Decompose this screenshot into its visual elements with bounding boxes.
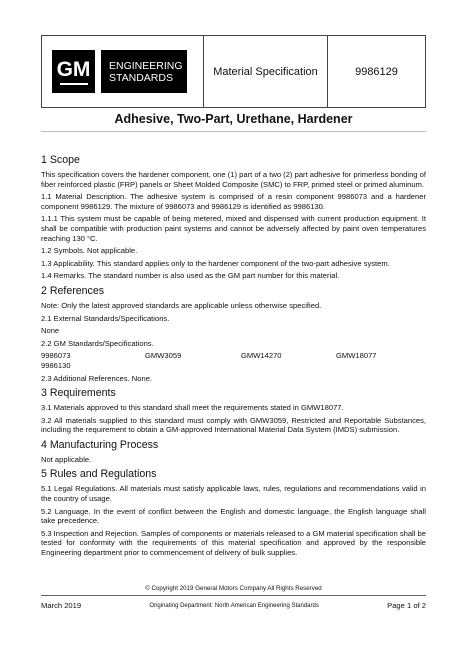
section-heading: 3 Requirements [41,387,116,400]
section-scope [41,154,426,281]
gm-logo-underline [60,83,88,85]
footer-date: March 2019 [41,601,82,610]
paragraph: 1.2 Symbols. Not applicable. [41,246,138,256]
paragraph: 5.1 Legal Regulations. All materials must satisfy applicable laws, rules, regulations and recommendations valid in the country of usage. [41,484,426,504]
section-requirements [41,387,426,435]
paragraph: 1.1 Material Description. The adhesive system is comprised of a resin component 9986073 and a hardener component 9986129. The mixture of 9986073 and 9986129 is identified as 9986130. [41,192,426,211]
org-line-1: ENGINEERING [109,59,183,72]
paragraph: None [41,326,60,336]
document-header [41,35,426,108]
section-rules [41,468,426,557]
footer-divider [41,595,426,596]
engineering-standards-badge [101,50,187,93]
paragraph: 3.2 All materials supplied to this standard must comply with GMW3059, Restricted and Reportable Substances, including the requirement to obtain a GM-approved International Material Data System (IMDS) submission. [41,415,426,435]
document-title: Adhesive, Two-Part, Urethane, Hardener [114,112,353,126]
header-logo-cell [42,36,204,107]
paragraph: 3.1 Materials approved to this standard shall meet the requirements stated in GMW18077. [41,403,344,413]
paragraph: 5.3 Inspection and Rejection. Samples of components or materials released to a GM material specification shall be tested for conformity with the requirements of this material specification and approved by the responsible Engineering department prior to commencement of delivery of bulk supplies. [41,528,426,558]
list-item: GMW14270 [241,351,282,361]
paragraph: This specification covers the hardener component, one (1) part of a two (2) part adhesive for primerless bonding of fiber reinforced plastic (FRP) panels or Sheet Molded Composite (SMC) to FRP, primed steel or primed aluminum. [41,170,426,189]
paragraph: 1.1.1 This system must be capable of being metered, mixed and dispensed with current production equipment. It shall be compatible with production paint systems and cannot be adversely affected by paint oven temperatures reaching 130 °C. [41,214,426,243]
section-heading: 5 Rules and Regulations [41,468,157,481]
section-references [41,285,426,383]
gm-logo-text: GM [56,57,91,81]
list-item: GMW3059 [145,351,182,361]
paragraph: 1.4 Remarks. The standard number is also used as the GM part number for this material. [41,271,340,281]
copyright-notice: © Copyright 2019 General Motors Company All Rights Reserved [145,585,322,592]
header-doc-number: 9986129 [355,65,398,78]
list-item: GMW18077 [336,351,377,361]
list-item: 9986073 [41,351,71,361]
paragraph: 2.3 Additional References. None. [41,373,153,383]
document-body [41,154,426,562]
list-item: 9986130 [41,360,71,370]
document-footer [41,601,426,610]
paragraph: 5.2 Language. In the event of conflict between the English and domestic language, the English language shall take precedence. [41,506,426,526]
footer-department: Originating Department: North American Engineering Standards [149,602,319,609]
paragraph: Note: Only the latest approved standards are applicable unless otherwise specified. [41,300,322,310]
gm-standards-list [41,351,426,370]
org-line-2: STANDARDS [109,71,173,84]
title-divider [41,131,426,132]
section-heading: 1 Scope [41,154,80,166]
section-heading: 4 Manufacturing Process [41,438,159,451]
page-number: Page 1 of 2 [387,601,426,610]
paragraph: Not applicable. [41,454,92,464]
paragraph: 2.2 GM Standards/Specifications. [41,338,154,348]
paragraph: 2.1 External Standards/Specifications. [41,313,170,323]
section-heading: 2 References [41,284,105,297]
paragraph: 1.3 Applicability. This standard applies only to the hardener component of the two-part adhesive system. [41,258,390,268]
section-manufacturing [41,439,426,465]
gm-logo [52,50,95,93]
header-doc-type: Material Specification [204,36,328,107]
